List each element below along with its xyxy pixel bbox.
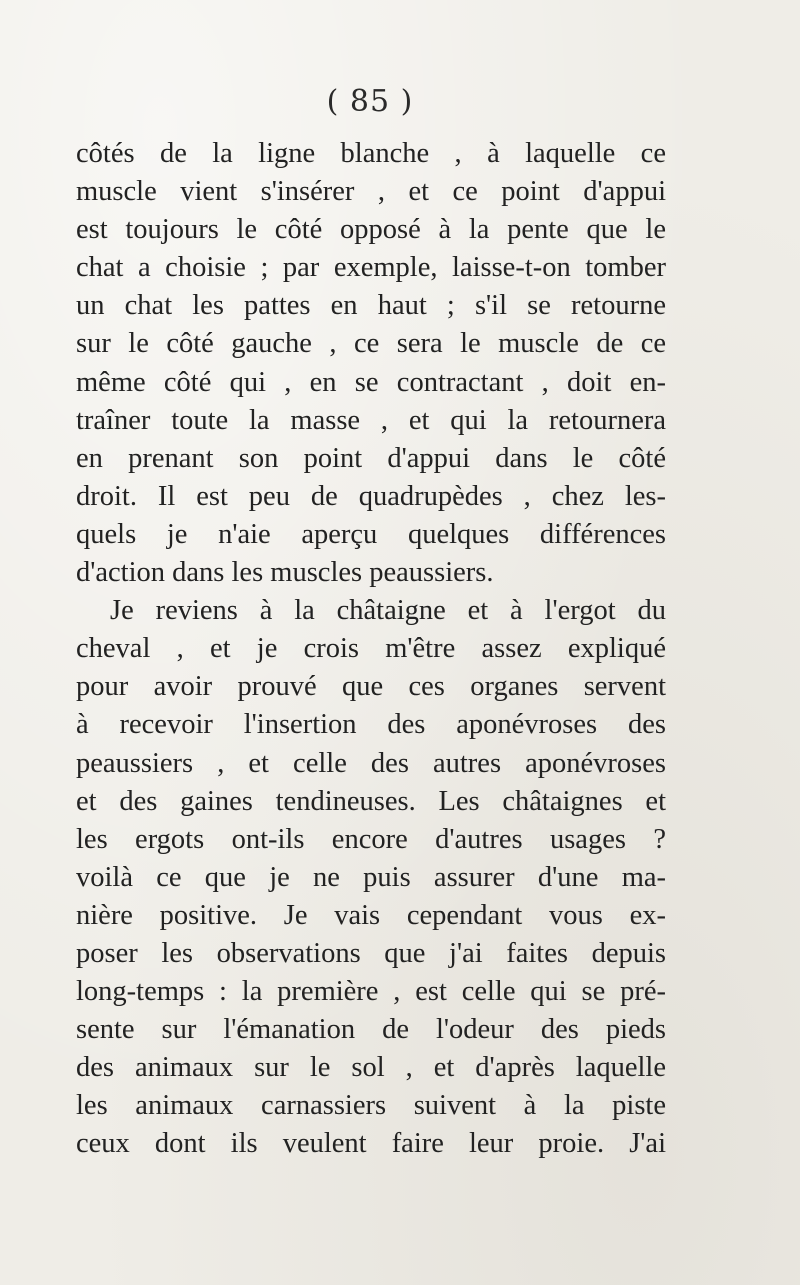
text-line: les animaux carnassiers suivent à la piste [76,1090,666,1122]
text-line: nière positive. Je vais cependant vous ex- [76,899,666,931]
text-line: muscle vient s'insérer , et ce point d'appui [76,176,666,208]
text-line: des animaux sur le sol , et d'après laquelle [76,1052,666,1084]
text-line: peaussiers , et celle des autres aponévroses [76,747,666,779]
text-line: les ergots ont-ils encore d'autres usages ? [76,823,666,855]
text-line: un chat les pattes en haut ; s'il se retourne [76,290,666,322]
text-line: d'action dans les muscles peaussiers. [76,557,494,589]
text-line: sente sur l'émanation de l'odeur des pieds [76,1014,666,1046]
text-line: traîner toute la masse , et qui la retournera [76,404,666,436]
text-line: ceux dont ils veulent faire leur proie. J'ai [76,1128,666,1160]
text-line: cheval , et je crois m'être assez expliqué [76,633,666,665]
page-number: ( 85 ) [326,84,414,119]
text-line: chat a choisie ; par exemple, laisse-t-on tomber [76,252,666,284]
text-line: Je reviens à la châtaigne et à l'ergot du [110,595,666,627]
text-line: côtés de la ligne blanche , à laquelle ce [76,138,666,169]
text-line: même côté qui , en se contractant , doit en- [76,366,666,398]
text-line: long-temps : la première , est celle qui se pré- [76,976,666,1008]
text-line: à recevoir l'insertion des aponévroses des [76,709,666,741]
text-line: pour avoir prouvé que ces organes servent [76,671,666,703]
text-line: droit. Il est peu de quadrupèdes , chez les- [76,480,666,512]
text-line: est toujours le côté opposé à la pente que le [76,214,666,246]
text-line: et des gaines tendineuses. Les châtaignes et [76,785,666,817]
text-line: quels je n'aie aperçu quelques différences [76,518,666,550]
text-line: sur le côté gauche , ce sera le muscle de ce [76,328,666,360]
text-line: poser les observations que j'ai faites depuis [76,937,666,969]
text-line: voilà ce que je ne puis assurer d'une ma- [76,861,666,893]
text-line: en prenant son point d'appui dans le côté [76,442,666,474]
body-text [76,135,666,1164]
